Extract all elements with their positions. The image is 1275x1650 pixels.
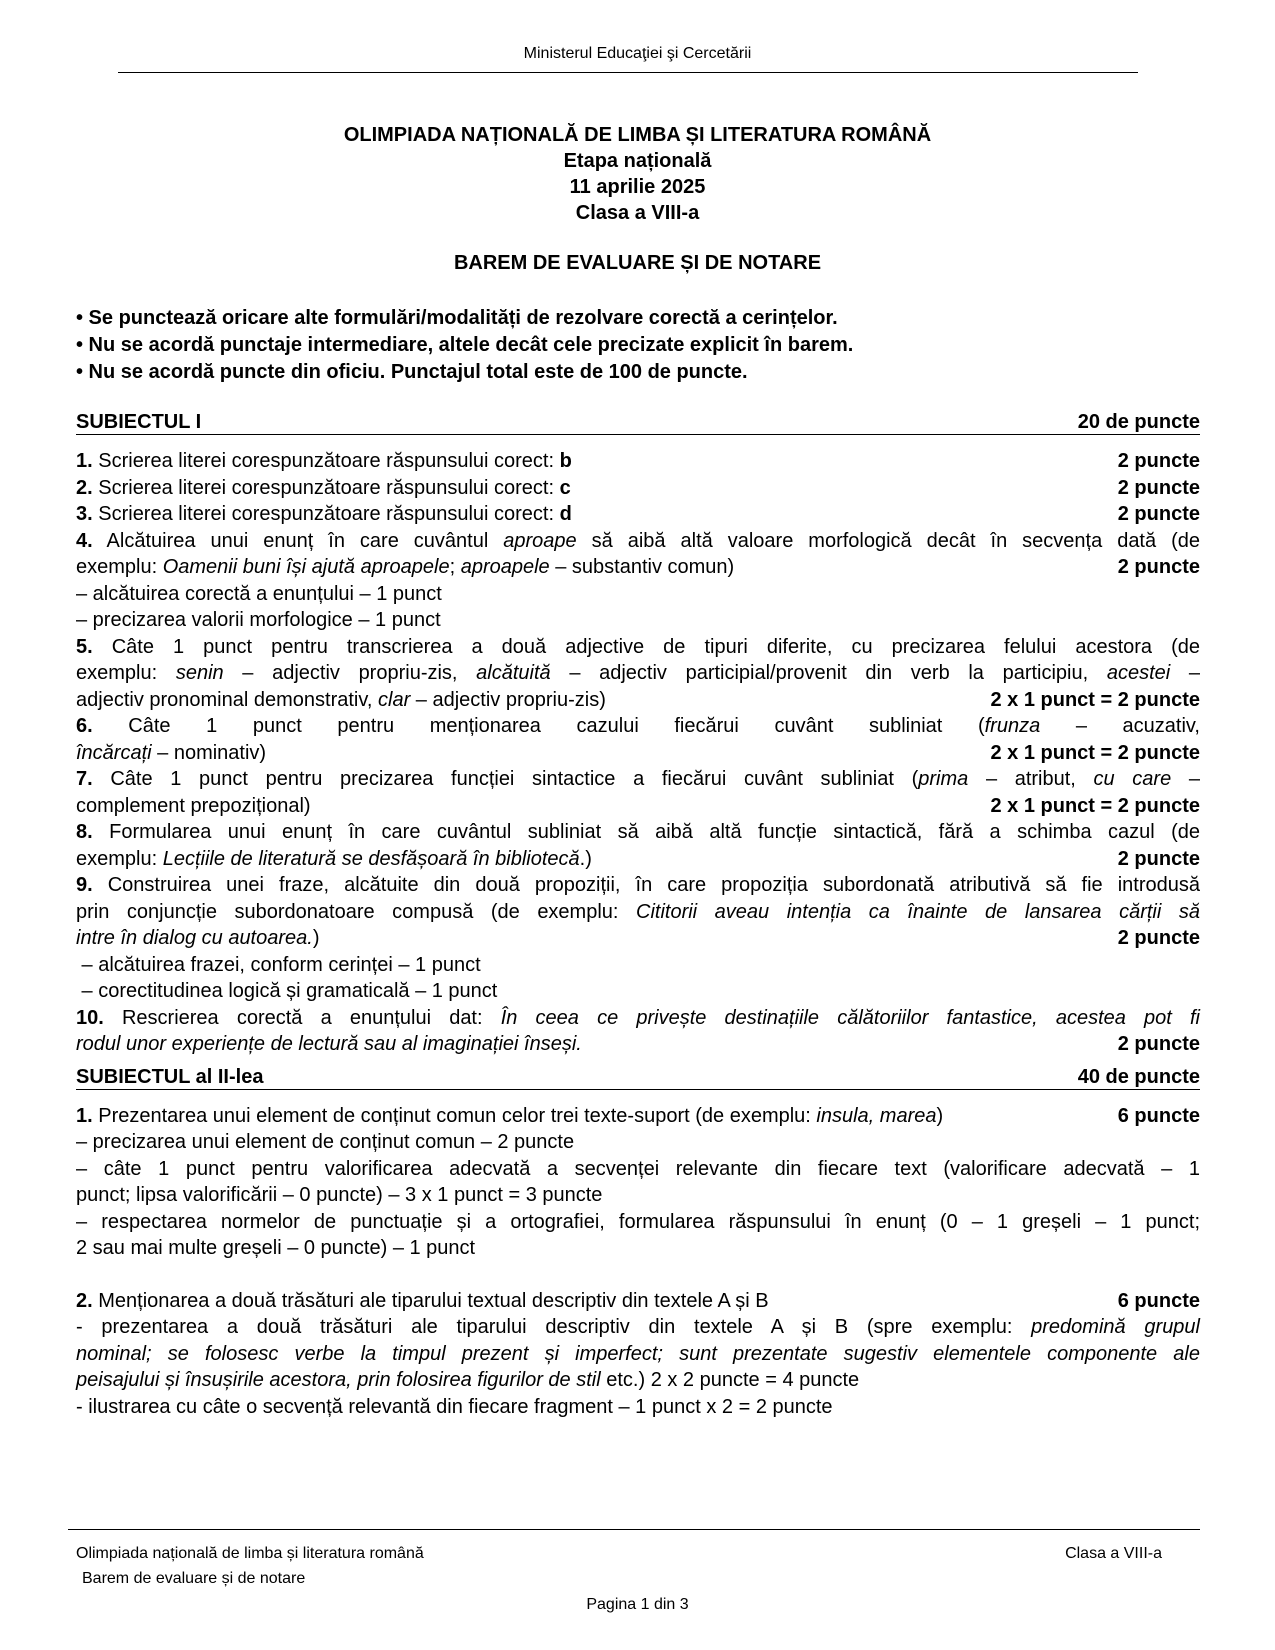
s1-item-7: 7. Câte 1 punct pentru precizarea funcției sintactice a fiecărui cuvânt subliniat (prima – atribut, cu care – complement prepozițional) 2 x 1 punct = 2 puncte [76, 766, 1200, 819]
s1-item-1: 1. Scrierea literei corespunzătoare răspunsului corect: b 2 puncte [76, 448, 1200, 475]
subject-points: 20 de puncte [1077, 411, 1200, 433]
item-points: 2 x 1 punct = 2 puncte [990, 688, 1200, 711]
footer-class: Clasa a VIII-a [1065, 1545, 1162, 1562]
item-points: 2 x 1 punct = 2 puncte [990, 741, 1200, 764]
subject-title: SUBIECTUL I [76, 411, 202, 433]
s1-item-10: 10. Rescrierea corectă a enunțului dat: În ceea ce privește destinațiile călătoriilor fantastice, acestea pot fi rodul unor experiențe de lectură sau al imaginației înseși. 2 puncte [76, 1005, 1200, 1058]
grading-rules [76, 305, 1206, 386]
barem-title: BAREM DE EVALUARE ȘI DE NOTARE [453, 252, 822, 274]
s1-item-8: 8. Formularea unui enunț în care cuvântul subliniat să aibă altă funcție sintactică, fără a schimba cazul (de exemplu: Lecțiile de literatură se desfășoară în bibliotecă.) 2 puncte [76, 819, 1200, 872]
item-points: 6 puncte [1117, 1289, 1200, 1312]
rule-item: • Nu se acordă puncte din oficiu. Punctajul total este de 100 de puncte. [76, 361, 748, 383]
item-points: 2 puncte [1117, 847, 1200, 870]
ministry-header: Ministerul Educaţiei şi Cercetării [523, 45, 752, 62]
item-points: 2 puncte [1117, 556, 1200, 578]
subject-2-heading [76, 1066, 1200, 1090]
s1-item-2: 2. Scrierea literei corespunzătoare răspunsului corect: c 2 puncte [76, 475, 1200, 502]
title-stage: Etapa națională [563, 150, 712, 172]
s1-item-9: 9. Construirea unei fraze, alcătuite din două propoziții, în care propoziția subordonată atributivă să fie introdusă prin conjuncție subordonatoare compusă (de exemplu: Cititorii aveau intenția ca înainte de lansarea cărții să intre în dialog cu autoarea.) 2 puncte – alcătuirea frazei, conform cerinței – 1 punct – corectitudinea logică și gramaticală – 1 punct [76, 874, 1200, 1002]
header-divider [118, 72, 1138, 73]
s2-item-1: 1. Prezentarea unui element de conținut comun celor trei texte-suport (de exemplu: insula, marea) 6 puncte – precizarea unui element de conținut comun – 2 puncte – câte 1 punct pentru valorificarea adecvată a secvenței relevante din fiecare text (valorificare adecvată – 1 punct; lipsa valorificării – 0 puncte) – 3 x 1 punct = 3 puncte – respectarea normelor de punctuație și a ortografiei, formularea răspunsului în enunț (0 – 1 greșeli – 1 punct; 2 sau mai multe greșeli – 0 puncte) – 1 punct [76, 1104, 1200, 1259]
s1-item-5: 5. Câte 1 punct pentru transcrierea a două adjective de tipuri diferite, cu precizarea felului acestora (de exemplu: senin – adjectiv propriu-zis, alcătuită – adjectiv participial/provenit din verb la participiu, acestei – adjectiv pronominal demonstrativ, clar – adjectiv propriu-zis) 2 x 1 punct = 2 puncte [76, 634, 1200, 714]
s1-item-3: 3. Scrierea literei corespunzătoare răspunsului corect: d 2 puncte [76, 501, 1200, 528]
s1-item-6: 6. Câte 1 punct pentru menționarea cazului fiecărui cuvânt subliniat (frunza – acuzativ, încărcați – nominativ) 2 x 1 punct = 2 puncte [76, 713, 1200, 766]
rule-item: • Se punctează oricare alte formulări/modalități de rezolvare corectă a cerințelor. [76, 307, 838, 329]
subject-1-heading [76, 411, 1200, 435]
title-date: 11 aprilie 2025 [569, 176, 706, 198]
title-olympiad: OLIMPIADA NAȚIONALĂ DE LIMBA ȘI LITERATURA ROMÂNĂ [343, 124, 932, 146]
footer-olympiad: Olimpiada națională de limba și literatura română [76, 1545, 424, 1562]
footer-barem: Barem de evaluare și de notare [82, 1570, 306, 1587]
subject-title: SUBIECTUL al II-lea [76, 1065, 264, 1088]
rule-item: • Nu se acordă punctaje intermediare, altele decât cele precizate explicit în barem. [76, 334, 854, 356]
subject-points: 40 de puncte [1077, 1065, 1200, 1088]
document-title [0, 122, 1275, 226]
item-points: 2 x 1 punct = 2 puncte [990, 794, 1200, 817]
page-number: Pagina 1 din 3 [586, 1596, 689, 1613]
item-points: 2 puncte [1117, 476, 1200, 499]
title-class: Clasa a VIII-a [575, 202, 700, 224]
item-points: 2 puncte [1117, 450, 1200, 472]
item-points: 6 puncte [1117, 1104, 1200, 1127]
item-points: 2 puncte [1117, 1033, 1200, 1055]
s1-item-4: 4. Alcătuirea unui enunț în care cuvântul aproape să aibă altă valoare morfologică decât în secvența dată (de exemplu: Oamenii buni își ajută aproapele; aproapele – substantiv comun) 2 puncte – alcătuirea corectă a enunțului – 1 punct – precizarea valorii morfologice – 1 punct [76, 529, 1200, 631]
item-points: 2 puncte [1117, 503, 1200, 525]
footer-divider [68, 1529, 1200, 1530]
s2-item-2: 2. Menționarea a două trăsături ale tiparului textual descriptiv din textele A și B 6 puncte - prezentarea a două trăsături ale tiparului descriptiv din textele A și B (spre exemplu: predomină grupul nominal; se folosesc verbe la timpul prezent și imperfect; sunt prezentate sugestiv elementele componente ale peisajului și însușirile acestora, prin folosirea figurilor de stil etc.) 2 x 2 puncte = 4 puncte - ilustrarea cu câte o secvență relevantă din fiecare fragment – 1 punct x 2 = 2 puncte [76, 1289, 1200, 1418]
barem-content [76, 411, 1200, 1420]
item-points: 2 puncte [1117, 927, 1200, 949]
